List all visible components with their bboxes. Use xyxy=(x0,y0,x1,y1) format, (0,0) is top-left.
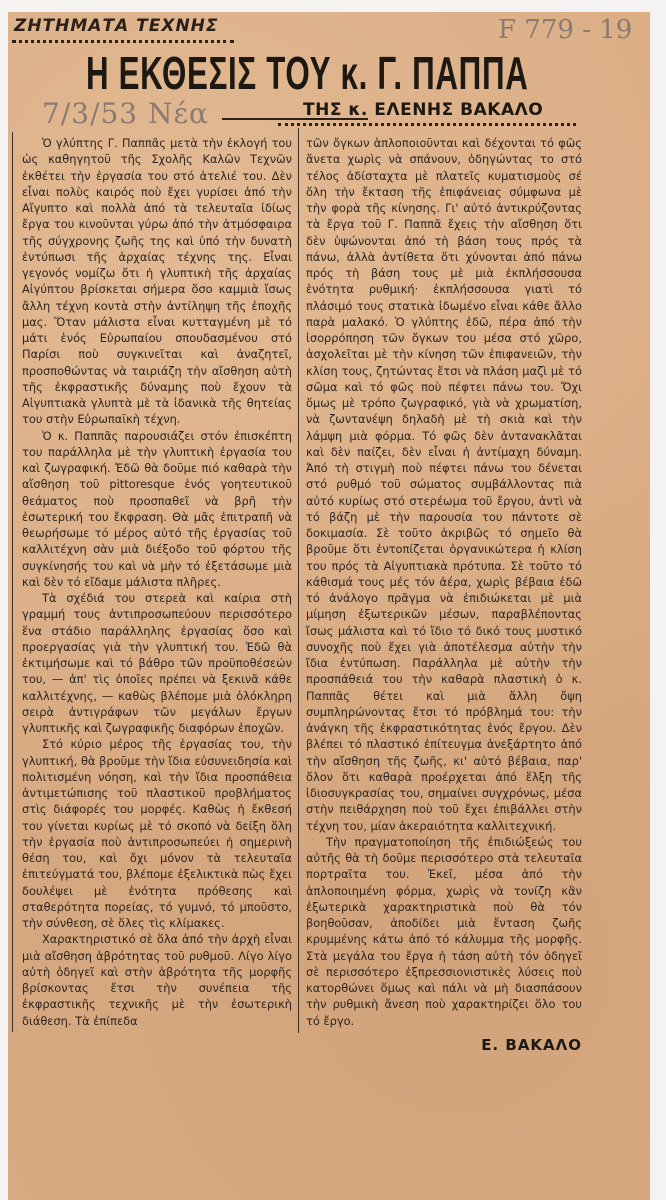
section-heading-rule xyxy=(12,40,234,43)
author-signature: Ε. ΒΑΚΑΛΟ xyxy=(481,1035,582,1054)
section-heading: ΖΗΤΗΜΑΤΑ ΤΕΧΝΗΣ xyxy=(14,16,219,36)
paragraph: Χαρακτηριστικό σὲ ὅλα ἀπό τὴν ἀρχὴ εἶναι μιὰ αἴσθηση ἁβρότητας τοῦ ρυθμοῦ. Λίγο λίγο αὐτὴ ὁδηγεῖ καὶ στὴν ἁβρότητα τῆς μορφῆς βρίσκοντας ἔτσι τὴν συνέπεια τῆς ἐκφραστικῆς τεχνικῆς μὲ τὴν ἐσωτερικὴ διάθεση. Τὰ ἐπίπεδα xyxy=(22,932,292,1028)
handwritten-reference: F 779 - 19 xyxy=(498,15,633,45)
article-column-left xyxy=(22,135,292,1029)
byline-rule xyxy=(278,123,576,126)
paragraph: Ὁ κ. Παππᾶς παρουσιάζει στόν ἐπισκέπτη του παράλληλα μὲ τὴν γλυπτικὴ ἐργασία του καὶ ζωγραφική. Ἐδῶ θὰ δοῦμε πιό καθαρὰ τὴν αἴσθηση τοῦ pittoresque ἑνός γοητευτικοῦ θεάματος ποὺ προσπαθεῖ νὰ βρῆ τὴν ἐσωτερική του ἔκφραση. Θὰ μᾶς ἐπιτραπῆ νὰ θεωρήσωμε τό μέρος αὐτό τῆς ἐργασίας τοῦ καλλιτέχνη σὰν μιὰ διέξοδο τοῦ φόρτου τῆς συγκίνησής του καὶ νὰ μὴν τό ἐξετάσωμε μιὰ καὶ δὲν τό εἴδαμε μάλιστα πλῆρες. xyxy=(22,428,292,589)
article-headline: Η ΕΚΘΕΣΙΣ ΤΟΥ κ. Γ. ΠΑΠΠΑ xyxy=(86,47,529,99)
paragraph: Ὁ γλύπτης Γ. Παππᾶς μετὰ τὴν ἐκλογή του ὡς καθηγητοῦ τῆς Σχολῆς Καλῶν Τεχνῶν ἐκθέτει τὴν ἐργασία του στό ἀτελιέ του. Δὲν εἶναι πολὺς καιρός ποὺ ἔχει γυρίσει ἀπό τὴν Αἴγυπτο καὶ πολλὰ ἀπό τὰ τελευταῖα ἰδίως ἔργα του κινοῦνται γύρω ἀπό τὴν ἀτμόσφαιρα τῆς σύγχρονης ζωῆς της καὶ ὑπό τὴν δυνατὴ ἐντύπωσι τῆς ἀρχαίας τέχνης της. Εἶναι γεγονός νομίζω ὅτι ἡ γλυπτικὴ τῆς ἀρχαίας Αἰγύπτου βρίσκεται σήμερα ὅσο καμμιὰ ἴσως ἄλλη τέχνη κοντὰ στὴν ἀντίληψη τῆς ἐποχῆς μας. Ὅταν μάλιστα εἶναι κυτταγμένη μὲ τό μάτι ἑνός Εὐρωπαίου σπουδασμένου στό Παρίσι ποὺ συγκινεῖται καὶ ἀναζητεῖ, προσποθώντας νὰ ταιριάζη τὴν αἴσθηση αὐτὴ τῆς ἐκφραστικῆς δύναμης ποὺ ἔχουν τὰ Αἰγυπτιακὰ γλυπτὰ μὲ τὰ ἰδανικὰ τῆς θητείας του στὴν Εὐρωπαϊκὴ τέχνη. xyxy=(22,136,292,427)
left-margin-rule xyxy=(12,132,13,1032)
paragraph: τῶν ὄγκων ἁπλοποιοῦνται καὶ δέχονται τό φῶς ἄνετα χωρὶς νὰ σπάνουν, ὁδηγώντας το στό τέλος ἀδίσταχτα μὲ πλατεῖς κυματισμοὺς σέ ὅλη τὴν ἔκταση τῆς ἐπιφάνειας σύμφωνα μὲ τὴν φορὰ τῆς κίνησης. Γι' αὐτό ἀντικρύζοντας τὰ ἔργα τοῦ Γ. Παππᾶ ἔχεις τὴν αἴσθηση ὅτι δὲν ὑψώνονται ἀπό τὴ βάση τους πρός τὰ πάνω, ἀλλὰ ἀντίθετα ὅτι χύνονται ἀπό πάνω πρός τὴ βάση τους μὲ μιὰ ἐκπλήσσουσα ἑνότητα ρυθμική· ἐκπλήσσουσα γιατὶ τό πλάσιμό τους στατικὰ ἰδωμένο εἶναι κάθε ἄλλο παρὰ μαλακό. Ὁ γλύπτης ἐδῶ, πέρα ἀπό τὴν ἰσορρόπηση τῶν ὄγκων του μέσα στό χῶρο, ἀσχολεῖται μὲ τὴν κίνηση τῶν ἐπιφανειῶν, τὴν κλίση τους, ζητώντας ἔτσι νὰ πλάση μαζὶ μὲ τό σῶμα καὶ τό φῶς ποὺ πέφτει πάνω του. Ὄχι ὅμως μὲ τρόπο ζωγραφικό, γιὰ νὰ χρωματίση, νὰ ζωντανέψη δηλαδὴ μὲ τὴ σκιὰ καὶ τὴν λάμψη μιὰ φόρμα. Τό φῶς δὲν ἀντανακλᾶται καὶ δὲν παίζει, δὲν εἶναι ἡ ἀντίμαχη δύναμη. Ἀπό τὴ στιγμὴ ποὺ πέφτει πάνω του δένεται στό ρυθμό τοῦ σώματος συμβάλλοντας πιὰ αὐτό κυρίως στό στερέωμα τοῦ ἔργου, ἀντὶ νὰ τό βάζη μὲ τὴν παρουσία του πάντοτε σὲ δοκιμασία. Σὲ τοῦτο ἀκριβῶς τό σημεῖο θὰ βροῦμε ὅτι ἐντοπίζεται ὀργανικώτερα ἡ κλίση του πρός τὰ Αἰγυπτιακὰ πρότυπα. Σὲ τοῦτο τό κάθισμά τους μές τόν ἀέρα, χωρὶς βέβαια ἐδῶ τό ἀνάλογο πρᾶγμα νὰ ἐπιδιώκεται μὲ μιὰ μίμηση ἐξωτερικῶν μέσων, παραβλέποντας ἴσως μάλιστα καὶ τό ἴδιο τό δικό τους μυστικό συνοχῆς ποὺ ἔχει γιὰ ἀποτέλεσμα αὐτὴν τὴν ἴδια ἐντύπωση. Παράλληλα μὲ αὐτὴν τὴν προσπάθειά του τὴν καθαρὰ πλαστικὴ ὁ κ. Παππᾶς θέτει καὶ μιὰ ἄλλη ὄψη συμπληρώνοντας ἔτσι τό πρόβλημά του: τὴν ἀνάγκη τῆς ἐκφραστικότητας ἑνός ἔργου. Δὲν βλέπει τό πλαστικό ἐπίτευγμα ἀνεξάρτητο ἀπό τὴν αἴσθηση τῆς ζωῆς, κι' αὐτό βέβαια, παρ' ὅλον ὅτι καθαρὰ προέρχεται ἀπό ἕλξη τῆς ἰδιοσυγκρασίας του, σημαίνει συγχρόνως, μέσα στὴν πειθάρχηση ποὺ τοῦ ἔχει ἐπιβάλλει στὴν τέχνη του, μίαν ἀκεραιότητα καλλιτεχνική. xyxy=(306,136,582,833)
article-column-right xyxy=(306,135,582,1055)
paragraph: Τὴν πραγματοποίηση τῆς ἐπιδιώξεώς του αὐτῆς θὰ τὴ δοῦμε περισσότερο στὰ τελευταῖα πορτραῖτα του. Ἐκεῖ, μέσα ἀπό τὴν ἁπλοποιημένη φόρμα, χωρὶς νὰ τονίζη κἂν ἐξωτερικὰ χαρακτηριστικὰ ποὺ θὰ τόν βοηθοῦσαν, ἀποδίδει μιὰ ἔνταση ζωῆς κρυμμένης κάτω ἀπό τό κάλυμμα τῆς μορφῆς. Στὰ μεγάλα του ἔργα ἡ τάση αὐτὴ τόν ὁδηγεῖ σὲ περισσότερο ἐξπρεσσιονιστικὲς λύσεις ποὺ κατορθώνει ὅμως καὶ πάλι νὰ μὴ διασπάσουν τὴν ρυθμικὴ ἄνεση ποὺ χαρακτηρίζει ὅλο του τό ἔργο. xyxy=(306,834,582,1028)
handwritten-date: 7/3/53 Νέα xyxy=(42,97,209,130)
paragraph: Στό κύριο μέρος τῆς ἐργασίας του, τὴν γλυπτική, θὰ βροῦμε τὴν ἴδια εὐσυνειδησία καὶ πολιτισμένη νόηση, καὶ τὴν ἴδια προσπάθεια ἀντιμετώπισης τοῦ πλαστικοῦ προβλήματος στὶς διάφορές του μορφές. Καθὼς ἡ ἔκθεσή του γίνεται κυρίως μὲ τό σκοπό νὰ δείξη ὅλη τὴν ἐργασία ποὺ ἀντιπροσωπεύει ἡ σημερινὴ θέση του, καὶ ὄχι μόνον τὰ τελευταῖα ἐπιτεύγματά του, βλέπομε ἐξελικτικὰ πὼς ἔχει δουλέψει μὲ ἑνότητα πρόθεσης καὶ σταθερότητα πορείας, τό γυμνό, τό μποῦστο, τὴν σύνθεση, σὲ ὅλες τὶς κλίμακες. xyxy=(22,737,292,930)
paragraph: Τὰ σχέδιά του στερεὰ καὶ καίρια στὴ γραμμή τους ἀντιπροσωπεύουν περισσότερο ἕνα στάδιο παράλληλης ἐργασίας ὅσο καὶ προεργασίας γιὰ τὴν γλυπτική του. Ἐδῶ θὰ ἐκτιμήσωμε καὶ τό βάθρο τῶν προϋποθέσεών του, — ἀπ' τὶς ὁποῖες πρέπει νὰ ξεκινᾶ κάθε καλλιτέχνης, — καθὼς βλέπομε μιὰ ὁλόκληρη σειρὰ ἀντιγράφων τῶν μεγάλων ἔργων γλυπτικῆς καὶ ζωγραφικῆς διαφόρων ἐποχῶν. xyxy=(22,591,292,735)
column-divider xyxy=(298,128,299,1033)
article-byline: ΤΗΣ κ. ΕΛΕΝΗΣ ΒΑΚΑΛΟ xyxy=(303,100,544,120)
